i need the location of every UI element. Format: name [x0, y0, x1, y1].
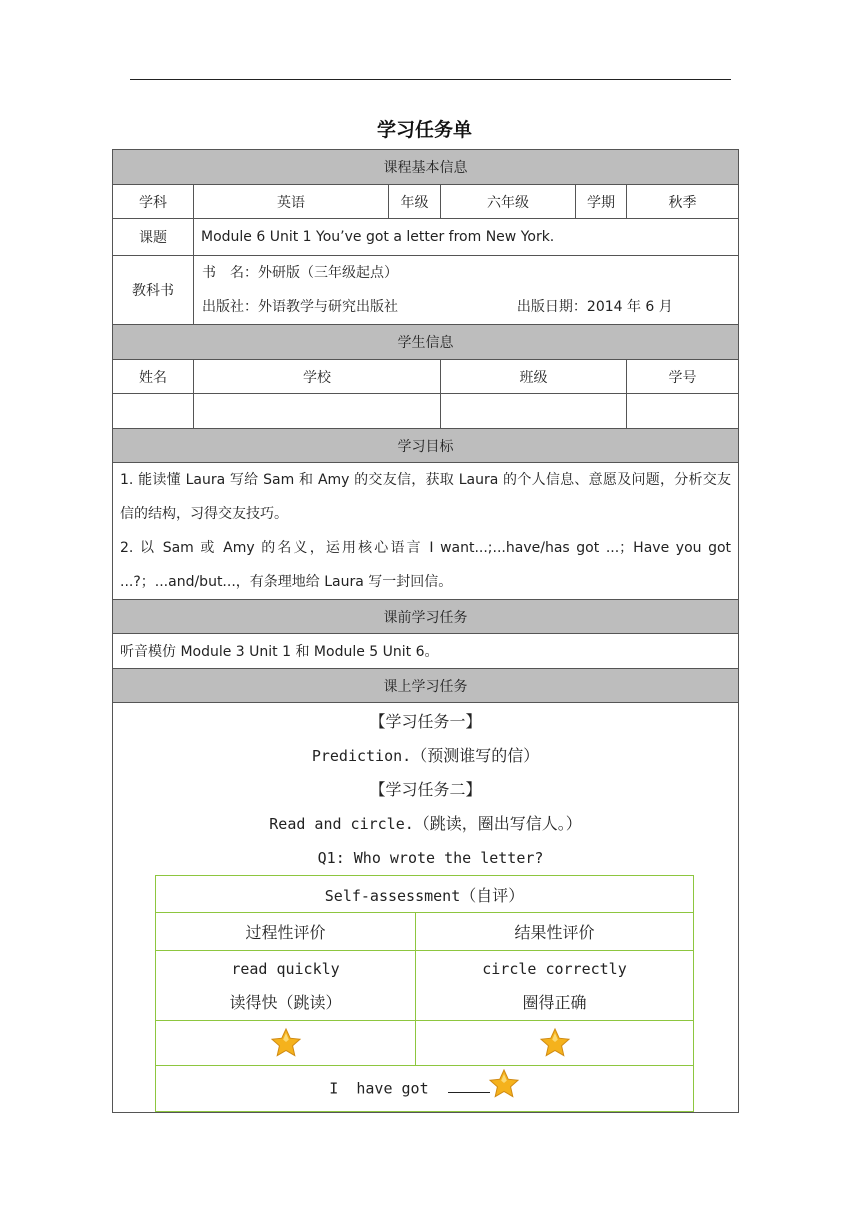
- topic-value: Module 6 Unit 1 You’ve got a letter from New York.: [194, 219, 739, 256]
- grade-label: 年级: [389, 185, 441, 219]
- pre-class-content: 听音模仿 Module 3 Unit 1 和 Module 5 Unit 6。: [113, 634, 739, 669]
- result-criterion: [416, 951, 694, 1021]
- self-assessment-table: [155, 875, 694, 1112]
- term-value: 秋季: [627, 185, 739, 219]
- task1-title: 【学习任务一】: [369, 712, 482, 731]
- topic-label: 课题: [113, 219, 194, 256]
- name-column-header: 姓名: [113, 360, 194, 394]
- self-assessment-title: [156, 876, 694, 913]
- process-evaluation-header: 过程性评价: [156, 913, 416, 951]
- name-input-cell[interactable]: [113, 394, 194, 429]
- course-info-header: 课程基本信息: [113, 150, 739, 185]
- grade-value: 六年级: [441, 185, 576, 219]
- task2-title: 【学习任务二】: [369, 780, 482, 799]
- objective-item-1: 1. 能读懂 Laura 写给 Sam 和 Amy 的交友信，获取 Laura 的个人信息、意愿及问题，分析交友信的结构，习得交友技巧。: [120, 472, 732, 522]
- school-input-cell[interactable]: [194, 394, 441, 429]
- self-assessment-title-cn: （自评）: [460, 885, 525, 905]
- in-class-content: [113, 703, 739, 1113]
- pub-date-label: 出版日期：: [516, 299, 587, 315]
- star-icon[interactable]: [270, 1027, 302, 1059]
- class-input-cell[interactable]: [441, 394, 627, 429]
- publisher-value: 外语教学与研究出版社: [258, 299, 398, 315]
- publisher-label: 出版社：: [202, 299, 258, 315]
- star-summary-row: [156, 1066, 694, 1112]
- process-criterion-cn: 读得快（跳读）: [229, 992, 342, 1012]
- page-title: 学习任务单: [376, 119, 472, 141]
- result-star-cell[interactable]: [416, 1021, 694, 1066]
- star-count-blank[interactable]: [448, 1078, 490, 1093]
- result-criterion-cn: 圈得正确: [522, 992, 587, 1012]
- textbook-details: [194, 256, 739, 325]
- term-label: 学期: [576, 185, 627, 219]
- publisher-line: [202, 290, 738, 324]
- process-star-cell[interactable]: [156, 1021, 416, 1066]
- objective-item-2: 2. 以 Sam 或 Amy 的名义，运用核心语言 I want...;...have/has got ...；Have you got ...?；...and/but...，有条理地给 Laura 写一封回信。: [120, 540, 732, 590]
- pub-date-value: 2014 年 6 月: [586, 299, 673, 315]
- pre-class-header: 课前学习任务: [113, 600, 739, 634]
- task1-line: [119, 739, 732, 773]
- task1-en: Prediction.: [311, 747, 412, 765]
- process-criterion: [156, 951, 416, 1021]
- in-class-header: 课上学习任务: [113, 669, 739, 703]
- question-1: Q1: Who wrote the letter?: [317, 849, 544, 867]
- task2-en: Read and circle.: [269, 815, 414, 833]
- task2-line: [119, 807, 732, 841]
- star-icon: [488, 1068, 520, 1100]
- objectives-header: 学习目标: [113, 429, 739, 463]
- star-icon[interactable]: [539, 1027, 571, 1059]
- self-assessment-title-en: Self-assessment: [324, 886, 461, 905]
- subject-label: 学科: [113, 185, 194, 219]
- objectives-content: [113, 463, 739, 600]
- header-rule: [130, 79, 731, 80]
- star-summary-text: I have got: [329, 1079, 429, 1097]
- book-name-label: 书 名：: [202, 265, 258, 281]
- student-info-header: 学生信息: [113, 325, 739, 360]
- student-id-input-cell[interactable]: [627, 394, 739, 429]
- textbook-label: 教科书: [113, 256, 194, 325]
- result-criterion-en: circle correctly: [482, 959, 627, 978]
- task-sheet-table: [112, 149, 739, 1113]
- class-column-header: 班级: [441, 360, 627, 394]
- task2-cn: （跳读，圈出写信人。）: [413, 814, 582, 833]
- school-column-header: 学校: [194, 360, 441, 394]
- student-id-column-header: 学号: [627, 360, 739, 394]
- task1-cn: （预测谁写的信）: [411, 746, 540, 765]
- book-name-line: [202, 256, 738, 290]
- book-name-value: 外研版（三年级起点）: [258, 265, 398, 281]
- result-evaluation-header: 结果性评价: [416, 913, 694, 951]
- process-criterion-en: read quickly: [231, 959, 340, 978]
- subject-value: 英语: [194, 185, 389, 219]
